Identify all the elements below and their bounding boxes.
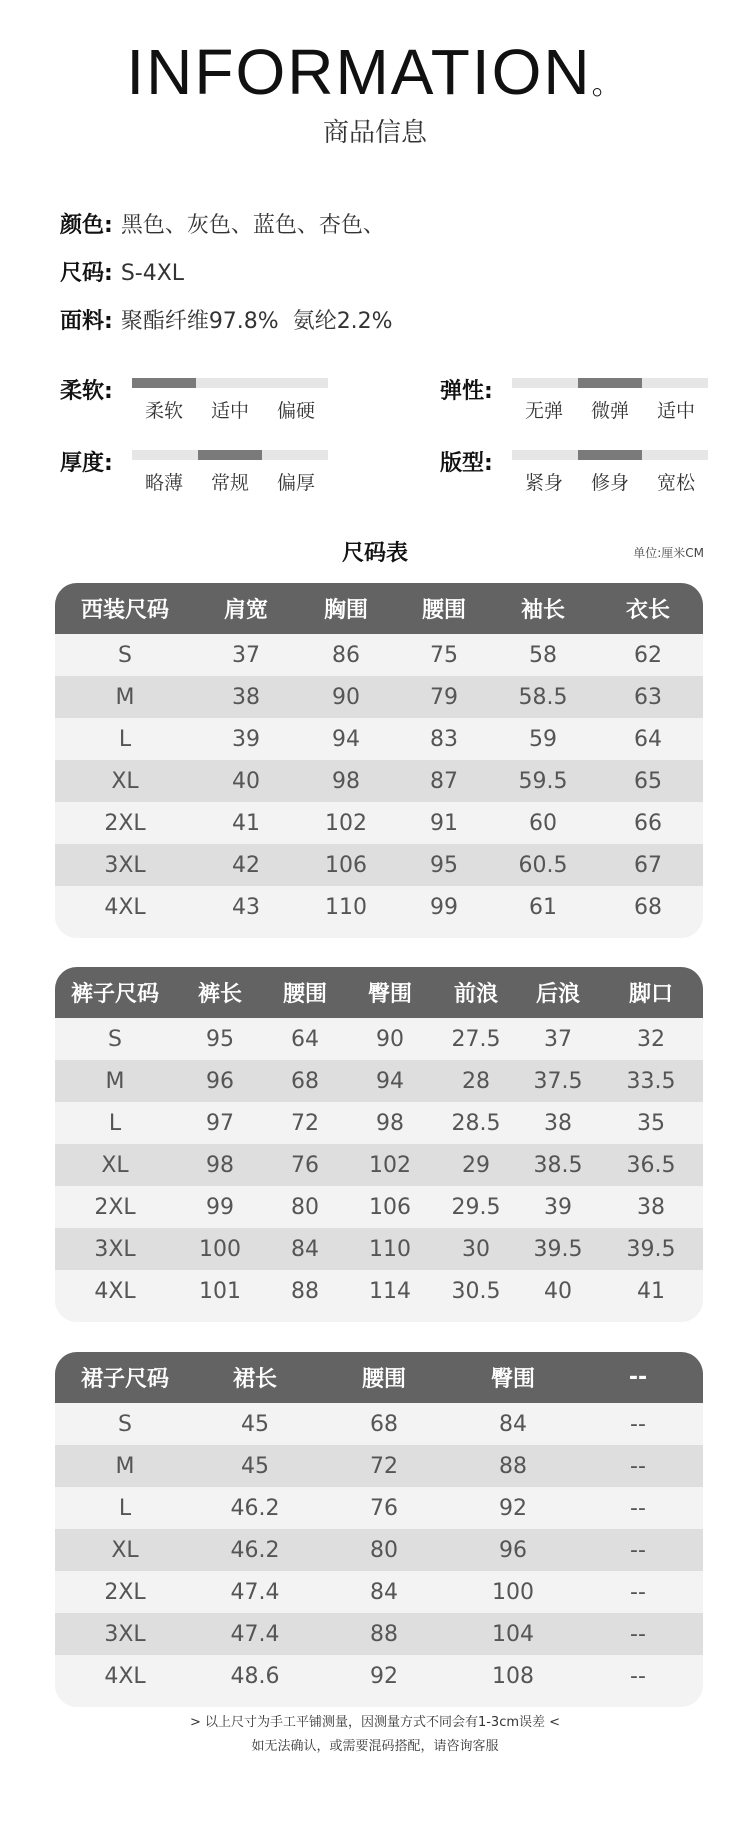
scale-selected-segment <box>578 450 642 460</box>
table-cell: 3XL <box>104 1621 146 1647</box>
table-cell: 96 <box>499 1537 527 1563</box>
scale-selected-segment <box>198 450 262 460</box>
table-header-cell: -- <box>628 1365 648 1390</box>
table-cell: 30.5 <box>451 1278 501 1304</box>
table-header-cell: 腰围 <box>282 982 327 1007</box>
pants-size-table <box>55 967 703 1322</box>
table-header-cell: 袖长 <box>520 598 565 623</box>
table-cell: 106 <box>325 852 367 878</box>
table-header-cell: 衣长 <box>625 598 670 623</box>
table-cell: 59.5 <box>518 768 568 794</box>
footnote-contact: 如无法确认，或需要混码搭配，请咨询客服 <box>251 1739 499 1754</box>
table-cell: 106 <box>369 1194 411 1220</box>
scale-label: 弹性: <box>440 379 493 404</box>
table-cell: 110 <box>369 1236 411 1262</box>
table-cell: 42 <box>232 852 260 878</box>
table-row <box>55 1060 703 1102</box>
table-cell: XL <box>101 1152 129 1178</box>
info-size <box>60 259 184 289</box>
scale-thickness <box>60 446 360 496</box>
table-cell: 2XL <box>104 1579 146 1605</box>
table-row <box>55 1445 703 1487</box>
table-cell: 63 <box>634 684 662 710</box>
scale-option: 常规 <box>210 472 249 494</box>
table-cell: M <box>115 1453 135 1479</box>
table-row <box>55 1403 703 1445</box>
table-row <box>55 1102 703 1144</box>
table-cell: 40 <box>544 1278 572 1304</box>
table-cell: 100 <box>199 1236 241 1262</box>
scale-elasticity <box>440 374 740 424</box>
table-row <box>55 844 703 886</box>
table-cell: 91 <box>430 810 458 836</box>
table-cell: 68 <box>370 1411 398 1437</box>
scale-option: 宽松 <box>656 472 695 494</box>
table-row <box>55 760 703 802</box>
table-cell: -- <box>630 1453 646 1479</box>
table-cell: 80 <box>291 1194 319 1220</box>
table-cell: 35 <box>637 1110 665 1136</box>
table-cell: 104 <box>492 1621 534 1647</box>
table-header-cell: 西装尺码 <box>80 598 169 623</box>
table-cell: 38 <box>637 1194 665 1220</box>
table-cell: 99 <box>430 894 458 920</box>
table-cell: 48.6 <box>230 1663 280 1689</box>
table-cell: 84 <box>291 1236 319 1262</box>
table-cell: 67 <box>634 852 662 878</box>
table-cell: 92 <box>499 1495 527 1521</box>
table-row <box>55 1144 703 1186</box>
table-cell: 59 <box>529 726 557 752</box>
table-cell: 97 <box>206 1110 234 1136</box>
table-header-cell: 脚口 <box>628 982 673 1007</box>
info-fabric <box>60 307 393 337</box>
table-cell: 38.5 <box>533 1152 583 1178</box>
table-cell: 90 <box>332 684 360 710</box>
table-cell: 62 <box>634 642 662 668</box>
footnote-measurement: > 以上尺寸为手工平铺测量，因测量方式不同会有1-3cm误差 < <box>189 1715 561 1730</box>
table-cell: 28.5 <box>451 1110 501 1136</box>
table-header <box>55 967 703 1018</box>
scale-option: 偏硬 <box>276 400 315 422</box>
table-cell: 45 <box>241 1453 269 1479</box>
table-row <box>55 886 703 928</box>
table-footer-padding <box>55 1697 703 1707</box>
table-cell: 37.5 <box>533 1068 583 1094</box>
table-header-cell: 裤长 <box>197 982 242 1007</box>
table-cell: -- <box>630 1537 646 1563</box>
table-cell: 39.5 <box>533 1236 583 1262</box>
scale-option: 偏厚 <box>276 472 315 494</box>
scale-selected-segment <box>578 378 642 388</box>
table-cell: 58.5 <box>518 684 568 710</box>
table-cell: 110 <box>325 894 367 920</box>
table-cell: 92 <box>370 1663 398 1689</box>
table-cell: 95 <box>430 852 458 878</box>
table-row <box>55 1487 703 1529</box>
table-cell: 98 <box>206 1152 234 1178</box>
table-cell: 100 <box>492 1579 534 1605</box>
scale-bar <box>512 378 708 388</box>
scale-bar <box>132 450 328 460</box>
page-title: INFORMATION。 <box>126 36 624 108</box>
table-cell: 45 <box>241 1411 269 1437</box>
table-cell: 75 <box>430 642 458 668</box>
table-header-cell: 臀围 <box>490 1367 535 1392</box>
table-cell: XL <box>111 1537 139 1563</box>
suit-size-table <box>55 583 703 938</box>
table-row <box>55 1018 703 1060</box>
unit-note: 单位:厘米CM <box>633 546 704 560</box>
table-header <box>55 1352 703 1403</box>
table-cell: 60 <box>529 810 557 836</box>
table-cell: XL <box>111 768 139 794</box>
table-cell: 38 <box>232 684 260 710</box>
table-cell: 102 <box>369 1152 411 1178</box>
table-cell: 61 <box>529 894 557 920</box>
info-value: 聚酯纤维97.8% 氨纶2.2% <box>120 309 393 334</box>
info-color <box>60 211 385 241</box>
table-header-cell: 肩宽 <box>223 598 268 623</box>
scale-bar <box>132 378 328 388</box>
table-cell: -- <box>630 1663 646 1689</box>
table-cell: 88 <box>291 1278 319 1304</box>
table-header-cell: 裙子尺码 <box>80 1367 169 1392</box>
table-cell: -- <box>630 1621 646 1647</box>
table-cell: 3XL <box>104 852 146 878</box>
skirt-size-table <box>55 1352 703 1707</box>
scale-fit <box>440 446 740 496</box>
table-cell: L <box>108 1110 122 1136</box>
table-cell: 41 <box>637 1278 665 1304</box>
table-cell: S <box>118 642 132 668</box>
table-cell: 68 <box>291 1068 319 1094</box>
table-header-cell: 腰围 <box>421 598 466 623</box>
table-footer-padding <box>55 1312 703 1322</box>
table-cell: 66 <box>634 810 662 836</box>
table-cell: 4XL <box>104 1663 146 1689</box>
table-header-cell: 后浪 <box>535 982 580 1007</box>
scale-option: 修身 <box>590 472 629 494</box>
scale-option: 无弹 <box>524 400 563 422</box>
table-cell: 46.2 <box>230 1537 280 1563</box>
table-cell: 29.5 <box>451 1194 501 1220</box>
table-cell: 88 <box>499 1453 527 1479</box>
table-cell: L <box>118 726 132 752</box>
table-header-cell: 胸围 <box>323 598 368 623</box>
table-cell: 33.5 <box>626 1068 676 1094</box>
table-header-cell: 前浪 <box>453 982 498 1007</box>
table-footer-padding <box>55 928 703 938</box>
scale-label: 厚度: <box>60 451 113 476</box>
table-header <box>55 583 703 634</box>
scale-option: 略薄 <box>144 472 183 494</box>
table-cell: 108 <box>492 1663 534 1689</box>
table-cell: 30 <box>462 1236 490 1262</box>
table-cell: 83 <box>430 726 458 752</box>
scale-option: 适中 <box>656 400 695 422</box>
table-cell: 76 <box>370 1495 398 1521</box>
table-cell: -- <box>630 1579 646 1605</box>
info-value: S-4XL <box>120 261 185 286</box>
table-cell: 58 <box>529 642 557 668</box>
table-cell: 72 <box>370 1453 398 1479</box>
table-row <box>55 676 703 718</box>
table-cell: 39 <box>544 1194 572 1220</box>
table-cell: 43 <box>232 894 260 920</box>
table-cell: 88 <box>370 1621 398 1647</box>
table-cell: 84 <box>499 1411 527 1437</box>
table-cell: 87 <box>430 768 458 794</box>
table-cell: 3XL <box>94 1236 136 1262</box>
table-cell: 64 <box>291 1026 319 1052</box>
page-subtitle: 商品信息 <box>322 118 427 148</box>
table-cell: 39.5 <box>626 1236 676 1262</box>
table-header-cell: 裤子尺码 <box>70 982 159 1007</box>
info-label: 面料: <box>60 309 113 334</box>
table-header-cell: 裙长 <box>232 1367 277 1392</box>
table-cell: 98 <box>332 768 360 794</box>
table-cell: 28 <box>462 1068 490 1094</box>
scale-selected-segment <box>132 378 196 388</box>
table-row <box>55 1228 703 1270</box>
table-header-cell: 臀围 <box>367 982 412 1007</box>
table-cell: 2XL <box>94 1194 136 1220</box>
table-cell: 101 <box>199 1278 241 1304</box>
table-cell: 36.5 <box>626 1152 676 1178</box>
table-cell: 46.2 <box>230 1495 280 1521</box>
table-row <box>55 1655 703 1697</box>
scale-bar <box>512 450 708 460</box>
table-cell: 38 <box>544 1110 572 1136</box>
table-cell: 39 <box>232 726 260 752</box>
table-cell: 47.4 <box>230 1621 280 1647</box>
table-row <box>55 1613 703 1655</box>
table-cell: 37 <box>544 1026 572 1052</box>
table-cell: S <box>108 1026 122 1052</box>
table-cell: 80 <box>370 1537 398 1563</box>
table-cell: 95 <box>206 1026 234 1052</box>
table-cell: 84 <box>370 1579 398 1605</box>
table-cell: 29 <box>462 1152 490 1178</box>
table-cell: 40 <box>232 768 260 794</box>
table-cell: L <box>118 1495 132 1521</box>
table-cell: M <box>105 1068 125 1094</box>
table-cell: 4XL <box>104 894 146 920</box>
scale-option: 柔软 <box>144 400 183 422</box>
scale-label: 版型: <box>440 451 493 476</box>
table-cell: 99 <box>206 1194 234 1220</box>
table-cell: 65 <box>634 768 662 794</box>
table-row <box>55 718 703 760</box>
table-cell: 114 <box>369 1278 411 1304</box>
table-row <box>55 1571 703 1613</box>
table-cell: 68 <box>634 894 662 920</box>
table-cell: -- <box>630 1495 646 1521</box>
table-cell: 94 <box>332 726 360 752</box>
table-cell: 98 <box>376 1110 404 1136</box>
table-header-cell: 腰围 <box>361 1367 406 1392</box>
table-cell: 72 <box>291 1110 319 1136</box>
table-row <box>55 802 703 844</box>
table-cell: 64 <box>634 726 662 752</box>
title-dot: 。 <box>591 68 624 101</box>
table-cell: 27.5 <box>451 1026 501 1052</box>
table-row <box>55 1529 703 1571</box>
table-cell: 79 <box>430 684 458 710</box>
table-cell: 37 <box>232 642 260 668</box>
scale-label: 柔软: <box>60 379 113 404</box>
table-cell: 60.5 <box>518 852 568 878</box>
table-cell: 2XL <box>104 810 146 836</box>
table-row <box>55 1270 703 1312</box>
table-cell: 94 <box>376 1068 404 1094</box>
table-cell: 41 <box>232 810 260 836</box>
info-label: 颜色: <box>60 213 113 238</box>
table-cell: 76 <box>291 1152 319 1178</box>
table-cell: 102 <box>325 810 367 836</box>
scale-option: 适中 <box>210 400 249 422</box>
scale-softness <box>60 374 360 424</box>
table-cell: 90 <box>376 1026 404 1052</box>
table-cell: M <box>115 684 135 710</box>
table-cell: 96 <box>206 1068 234 1094</box>
size-chart-title: 尺码表 <box>341 541 408 566</box>
table-cell: 47.4 <box>230 1579 280 1605</box>
table-row <box>55 634 703 676</box>
table-cell: 86 <box>332 642 360 668</box>
scale-option: 紧身 <box>524 472 563 494</box>
table-cell: S <box>118 1411 132 1437</box>
info-value: 黑色、灰色、蓝色、杏色、 <box>120 213 385 238</box>
table-cell: 4XL <box>94 1278 136 1304</box>
scale-option: 微弹 <box>590 400 629 422</box>
info-label: 尺码: <box>60 261 113 286</box>
table-row <box>55 1186 703 1228</box>
table-cell: -- <box>630 1411 646 1437</box>
table-cell: 32 <box>637 1026 665 1052</box>
